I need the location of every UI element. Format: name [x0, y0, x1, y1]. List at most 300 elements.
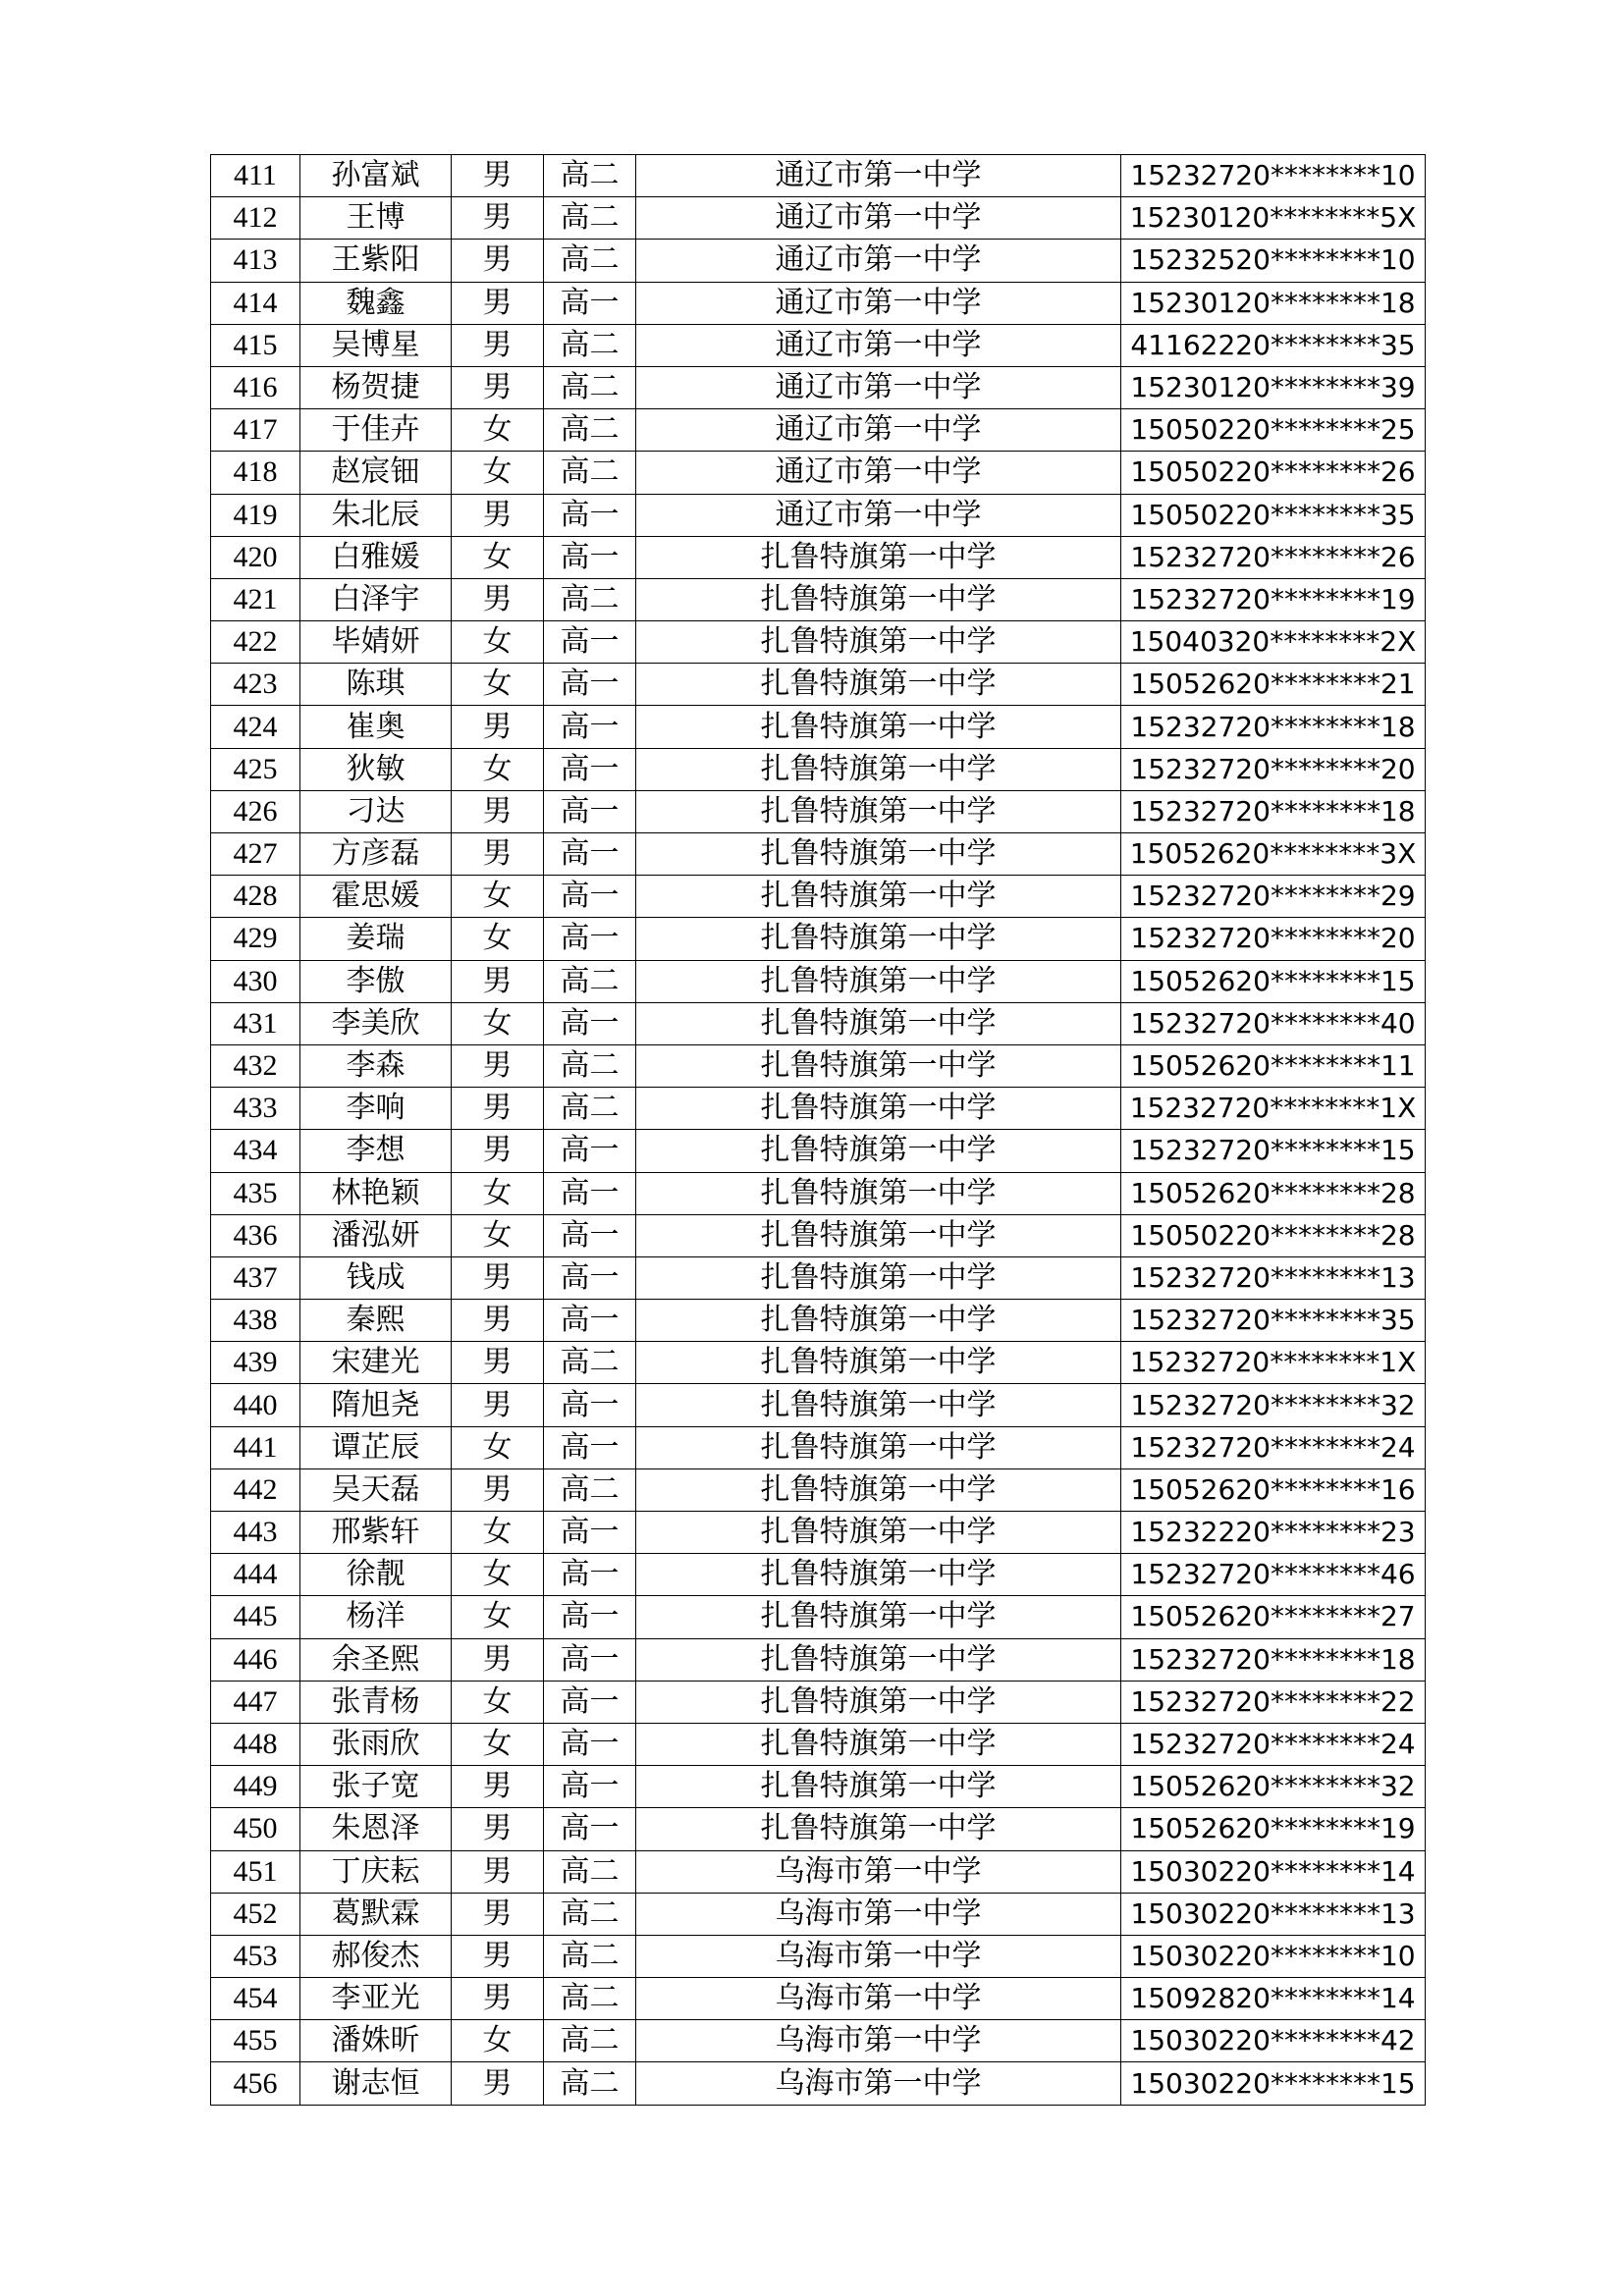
- gender: 男: [452, 1088, 544, 1130]
- gender: 男: [452, 282, 544, 324]
- row-number: 448: [211, 1723, 300, 1765]
- grade: 高一: [544, 1214, 636, 1256]
- table-row: [211, 1172, 1426, 1214]
- id-number: 15232720********18: [1121, 1638, 1426, 1681]
- gender: 女: [452, 1426, 544, 1468]
- table-row: [211, 409, 1426, 452]
- school-name: 乌海市第一中学: [636, 2062, 1121, 2105]
- grade: 高一: [544, 1766, 636, 1808]
- gender: 男: [452, 155, 544, 197]
- row-number: 440: [211, 1384, 300, 1426]
- id-number: 15030220********10: [1121, 1935, 1426, 1977]
- row-number: 419: [211, 494, 300, 536]
- school-name: 通辽市第一中学: [636, 366, 1121, 408]
- table-row: [211, 1554, 1426, 1596]
- school-name: 乌海市第一中学: [636, 2020, 1121, 2062]
- row-number: 432: [211, 1044, 300, 1087]
- grade: 高二: [544, 1044, 636, 1087]
- school-name: 扎鲁特旗第一中学: [636, 1638, 1121, 1681]
- row-number: 420: [211, 536, 300, 578]
- student-name: 秦熙: [300, 1300, 452, 1342]
- id-number: 15230120********18: [1121, 282, 1426, 324]
- id-number: 15232220********23: [1121, 1512, 1426, 1554]
- grade: 高二: [544, 155, 636, 197]
- table-row: [211, 1850, 1426, 1893]
- student-name: 赵宸钿: [300, 452, 452, 494]
- id-number: 15232720********26: [1121, 536, 1426, 578]
- table-row: [211, 748, 1426, 790]
- school-name: 扎鲁特旗第一中学: [636, 1596, 1121, 1638]
- table-row: [211, 578, 1426, 620]
- row-number: 444: [211, 1554, 300, 1596]
- grade: 高二: [544, 452, 636, 494]
- grade: 高一: [544, 1681, 636, 1723]
- id-number: 15232720********18: [1121, 706, 1426, 748]
- table-row: [211, 1384, 1426, 1426]
- gender: 女: [452, 409, 544, 452]
- student-name: 张雨欣: [300, 1723, 452, 1765]
- grade: 高一: [544, 1172, 636, 1214]
- row-number: 447: [211, 1681, 300, 1723]
- id-number: 15092820********14: [1121, 1978, 1426, 2020]
- school-name: 通辽市第一中学: [636, 240, 1121, 282]
- gender: 男: [452, 1342, 544, 1384]
- gender: 男: [452, 1256, 544, 1299]
- gender: 男: [452, 1935, 544, 1977]
- row-number: 434: [211, 1130, 300, 1172]
- gender: 男: [452, 1766, 544, 1808]
- gender: 男: [452, 706, 544, 748]
- row-number: 445: [211, 1596, 300, 1638]
- student-name: 朱恩泽: [300, 1808, 452, 1850]
- grade: 高一: [544, 1002, 636, 1044]
- id-number: 15052620********21: [1121, 664, 1426, 706]
- student-name: 丁庆耘: [300, 1850, 452, 1893]
- table-row: [211, 240, 1426, 282]
- grade: 高二: [544, 197, 636, 240]
- school-name: 扎鲁特旗第一中学: [636, 1766, 1121, 1808]
- id-number: 15232720********24: [1121, 1723, 1426, 1765]
- id-number: 15030220********14: [1121, 1850, 1426, 1893]
- gender: 女: [452, 1214, 544, 1256]
- school-name: 扎鲁特旗第一中学: [636, 1002, 1121, 1044]
- id-number: 15050220********28: [1121, 1214, 1426, 1256]
- gender: 男: [452, 494, 544, 536]
- school-name: 扎鲁特旗第一中学: [636, 748, 1121, 790]
- table-row: [211, 621, 1426, 664]
- student-name: 葛默霖: [300, 1893, 452, 1935]
- table-row: [211, 1300, 1426, 1342]
- gender: 女: [452, 1723, 544, 1765]
- table-row: [211, 706, 1426, 748]
- row-number: 415: [211, 324, 300, 366]
- student-name: 魏鑫: [300, 282, 452, 324]
- student-name: 徐靓: [300, 1554, 452, 1596]
- student-name: 谢志恒: [300, 2062, 452, 2105]
- student-name: 余圣熙: [300, 1638, 452, 1681]
- table-row: [211, 1935, 1426, 1977]
- school-name: 扎鲁特旗第一中学: [636, 1300, 1121, 1342]
- student-name: 王紫阳: [300, 240, 452, 282]
- table-row: [211, 833, 1426, 876]
- gender: 男: [452, 1638, 544, 1681]
- id-number: 15232720********19: [1121, 578, 1426, 620]
- row-number: 435: [211, 1172, 300, 1214]
- school-name: 扎鲁特旗第一中学: [636, 706, 1121, 748]
- gender: 女: [452, 1172, 544, 1214]
- gender: 男: [452, 366, 544, 408]
- table-row: [211, 1256, 1426, 1299]
- student-name: 李响: [300, 1088, 452, 1130]
- school-name: 扎鲁特旗第一中学: [636, 578, 1121, 620]
- school-name: 通辽市第一中学: [636, 494, 1121, 536]
- gender: 女: [452, 536, 544, 578]
- gender: 男: [452, 1044, 544, 1087]
- row-number: 426: [211, 790, 300, 832]
- student-name: 王博: [300, 197, 452, 240]
- id-number: 15232720********10: [1121, 155, 1426, 197]
- student-name: 隋旭尧: [300, 1384, 452, 1426]
- table-row: [211, 1723, 1426, 1765]
- id-number: 15050220********26: [1121, 452, 1426, 494]
- gender: 女: [452, 621, 544, 664]
- row-number: 439: [211, 1342, 300, 1384]
- table-row: [211, 282, 1426, 324]
- student-name: 李亚光: [300, 1978, 452, 2020]
- school-name: 通辽市第一中学: [636, 197, 1121, 240]
- row-number: 455: [211, 2020, 300, 2062]
- id-number: 15232720********13: [1121, 1256, 1426, 1299]
- student-name: 李美欣: [300, 1002, 452, 1044]
- school-name: 扎鲁特旗第一中学: [636, 1088, 1121, 1130]
- student-name: 钱成: [300, 1256, 452, 1299]
- id-number: 15230120********39: [1121, 366, 1426, 408]
- row-number: 413: [211, 240, 300, 282]
- id-number: 15232720********35: [1121, 1300, 1426, 1342]
- table-row: [211, 1130, 1426, 1172]
- gender: 女: [452, 748, 544, 790]
- grade: 高一: [544, 876, 636, 918]
- grade: 高二: [544, 1935, 636, 1977]
- grade: 高二: [544, 409, 636, 452]
- row-number: 428: [211, 876, 300, 918]
- table-row: [211, 2020, 1426, 2062]
- gender: 女: [452, 664, 544, 706]
- table-row: [211, 876, 1426, 918]
- row-number: 414: [211, 282, 300, 324]
- id-number: 15052620********3X: [1121, 833, 1426, 876]
- grade: 高一: [544, 1384, 636, 1426]
- row-number: 411: [211, 155, 300, 197]
- grade: 高一: [544, 1130, 636, 1172]
- table-row: [211, 1044, 1426, 1087]
- gender: 女: [452, 1554, 544, 1596]
- gender: 男: [452, 1893, 544, 1935]
- grade: 高一: [544, 706, 636, 748]
- school-name: 扎鲁特旗第一中学: [636, 621, 1121, 664]
- id-number: 15052620********16: [1121, 1468, 1426, 1511]
- row-number: 422: [211, 621, 300, 664]
- school-name: 通辽市第一中学: [636, 452, 1121, 494]
- id-number: 15232720********18: [1121, 790, 1426, 832]
- gender: 女: [452, 2020, 544, 2062]
- table-row: [211, 1468, 1426, 1511]
- gender: 女: [452, 452, 544, 494]
- row-number: 424: [211, 706, 300, 748]
- student-name: 白雅媛: [300, 536, 452, 578]
- school-name: 扎鲁特旗第一中学: [636, 1554, 1121, 1596]
- id-number: 15232720********46: [1121, 1554, 1426, 1596]
- school-name: 扎鲁特旗第一中学: [636, 1723, 1121, 1765]
- student-name: 霍思媛: [300, 876, 452, 918]
- school-name: 通辽市第一中学: [636, 155, 1121, 197]
- grade: 高一: [544, 833, 636, 876]
- id-number: 15052620********11: [1121, 1044, 1426, 1087]
- row-number: 442: [211, 1468, 300, 1511]
- grade: 高二: [544, 578, 636, 620]
- school-name: 扎鲁特旗第一中学: [636, 960, 1121, 1002]
- school-name: 通辽市第一中学: [636, 324, 1121, 366]
- gender: 女: [452, 1681, 544, 1723]
- gender: 女: [452, 876, 544, 918]
- grade: 高二: [544, 2062, 636, 2105]
- student-name: 白泽宇: [300, 578, 452, 620]
- table-row: [211, 1342, 1426, 1384]
- student-name: 朱北辰: [300, 494, 452, 536]
- student-name: 李傲: [300, 960, 452, 1002]
- row-number: 416: [211, 366, 300, 408]
- id-number: 15050220********25: [1121, 409, 1426, 452]
- id-number: 15232720********29: [1121, 876, 1426, 918]
- school-name: 扎鲁特旗第一中学: [636, 918, 1121, 960]
- student-name: 于佳卉: [300, 409, 452, 452]
- student-name: 崔奥: [300, 706, 452, 748]
- school-name: 扎鲁特旗第一中学: [636, 1808, 1121, 1850]
- row-number: 453: [211, 1935, 300, 1977]
- table-row: [211, 1638, 1426, 1681]
- id-number: 15232720********20: [1121, 748, 1426, 790]
- table-row: [211, 324, 1426, 366]
- school-name: 扎鲁特旗第一中学: [636, 1384, 1121, 1426]
- gender: 女: [452, 1512, 544, 1554]
- school-name: 扎鲁特旗第一中学: [636, 1130, 1121, 1172]
- school-name: 扎鲁特旗第一中学: [636, 790, 1121, 832]
- table-row: [211, 1978, 1426, 2020]
- grade: 高一: [544, 1808, 636, 1850]
- grade: 高二: [544, 1893, 636, 1935]
- grade: 高一: [544, 1638, 636, 1681]
- table-row: [211, 1681, 1426, 1723]
- id-number: 15052620********28: [1121, 1172, 1426, 1214]
- gender: 男: [452, 1850, 544, 1893]
- grade: 高一: [544, 282, 636, 324]
- grade: 高一: [544, 1256, 636, 1299]
- student-name: 姜瑞: [300, 918, 452, 960]
- table-row: [211, 1214, 1426, 1256]
- gender: 女: [452, 1596, 544, 1638]
- school-name: 扎鲁特旗第一中学: [636, 1342, 1121, 1384]
- row-number: 429: [211, 918, 300, 960]
- grade: 高一: [544, 1554, 636, 1596]
- row-number: 438: [211, 1300, 300, 1342]
- student-name: 宋建光: [300, 1342, 452, 1384]
- table-row: [211, 1766, 1426, 1808]
- row-number: 421: [211, 578, 300, 620]
- table-row: [211, 1002, 1426, 1044]
- table-row: [211, 452, 1426, 494]
- grade: 高二: [544, 1850, 636, 1893]
- table-row: [211, 494, 1426, 536]
- table-row: [211, 155, 1426, 197]
- gender: 女: [452, 918, 544, 960]
- row-number: 443: [211, 1512, 300, 1554]
- roster-table: [210, 154, 1426, 2106]
- table-row: [211, 1808, 1426, 1850]
- grade: 高一: [544, 1596, 636, 1638]
- grade: 高二: [544, 366, 636, 408]
- grade: 高一: [544, 621, 636, 664]
- row-number: 437: [211, 1256, 300, 1299]
- student-name: 邢紫轩: [300, 1512, 452, 1554]
- table-row: [211, 1512, 1426, 1554]
- id-number: 15232720********15: [1121, 1130, 1426, 1172]
- row-number: 452: [211, 1893, 300, 1935]
- gender: 女: [452, 1002, 544, 1044]
- id-number: 15232720********40: [1121, 1002, 1426, 1044]
- row-number: 433: [211, 1088, 300, 1130]
- student-name: 毕婧妍: [300, 621, 452, 664]
- id-number: 15052620********27: [1121, 1596, 1426, 1638]
- gender: 男: [452, 197, 544, 240]
- id-number: 15050220********35: [1121, 494, 1426, 536]
- student-name: 李想: [300, 1130, 452, 1172]
- grade: 高二: [544, 2020, 636, 2062]
- grade: 高一: [544, 1300, 636, 1342]
- student-name: 吴博星: [300, 324, 452, 366]
- student-name: 狄敏: [300, 748, 452, 790]
- row-number: 436: [211, 1214, 300, 1256]
- gender: 男: [452, 833, 544, 876]
- id-number: 15230120********5X: [1121, 197, 1426, 240]
- school-name: 扎鲁特旗第一中学: [636, 1512, 1121, 1554]
- gender: 男: [452, 1978, 544, 2020]
- gender: 男: [452, 1130, 544, 1172]
- grade: 高一: [544, 664, 636, 706]
- student-name: 杨洋: [300, 1596, 452, 1638]
- id-number: 15030220********15: [1121, 2062, 1426, 2105]
- row-number: 425: [211, 748, 300, 790]
- school-name: 扎鲁特旗第一中学: [636, 1256, 1121, 1299]
- table-row: [211, 536, 1426, 578]
- school-name: 扎鲁特旗第一中学: [636, 1214, 1121, 1256]
- student-name: 杨贺捷: [300, 366, 452, 408]
- row-number: 456: [211, 2062, 300, 2105]
- school-name: 乌海市第一中学: [636, 1893, 1121, 1935]
- grade: 高一: [544, 918, 636, 960]
- grade: 高二: [544, 240, 636, 282]
- grade: 高一: [544, 1723, 636, 1765]
- grade: 高二: [544, 1978, 636, 2020]
- school-name: 扎鲁特旗第一中学: [636, 664, 1121, 706]
- student-name: 张子宽: [300, 1766, 452, 1808]
- id-number: 15030220********42: [1121, 2020, 1426, 2062]
- gender: 男: [452, 1808, 544, 1850]
- student-name: 李森: [300, 1044, 452, 1087]
- table-row: [211, 918, 1426, 960]
- student-name: 林艳颖: [300, 1172, 452, 1214]
- school-name: 乌海市第一中学: [636, 1850, 1121, 1893]
- row-number: 446: [211, 1638, 300, 1681]
- school-name: 扎鲁特旗第一中学: [636, 1426, 1121, 1468]
- student-name: 谭芷辰: [300, 1426, 452, 1468]
- grade: 高二: [544, 324, 636, 366]
- table-row: [211, 2062, 1426, 2105]
- school-name: 扎鲁特旗第一中学: [636, 876, 1121, 918]
- grade: 高二: [544, 1342, 636, 1384]
- gender: 男: [452, 324, 544, 366]
- id-number: 15232720********22: [1121, 1681, 1426, 1723]
- gender: 男: [452, 1468, 544, 1511]
- gender: 男: [452, 578, 544, 620]
- row-number: 423: [211, 664, 300, 706]
- grade: 高一: [544, 494, 636, 536]
- table-row: [211, 1596, 1426, 1638]
- school-name: 扎鲁特旗第一中学: [636, 1044, 1121, 1087]
- student-name: 郝俊杰: [300, 1935, 452, 1977]
- id-number: 15040320********2X: [1121, 621, 1426, 664]
- school-name: 扎鲁特旗第一中学: [636, 1681, 1121, 1723]
- id-number: 15232720********32: [1121, 1384, 1426, 1426]
- table-row: [211, 960, 1426, 1002]
- table-row: [211, 1426, 1426, 1468]
- id-number: 15052620********19: [1121, 1808, 1426, 1850]
- table-row: [211, 790, 1426, 832]
- school-name: 乌海市第一中学: [636, 1978, 1121, 2020]
- row-number: 454: [211, 1978, 300, 2020]
- row-number: 418: [211, 452, 300, 494]
- gender: 男: [452, 790, 544, 832]
- student-name: 潘姝昕: [300, 2020, 452, 2062]
- student-name: 吴天磊: [300, 1468, 452, 1511]
- school-name: 通辽市第一中学: [636, 409, 1121, 452]
- grade: 高一: [544, 1426, 636, 1468]
- grade: 高二: [544, 1468, 636, 1511]
- id-number: 15232720********20: [1121, 918, 1426, 960]
- student-name: 孙富斌: [300, 155, 452, 197]
- id-number: 15232520********10: [1121, 240, 1426, 282]
- id-number: 15052620********32: [1121, 1766, 1426, 1808]
- roster-body: [211, 155, 1426, 2106]
- row-number: 427: [211, 833, 300, 876]
- row-number: 412: [211, 197, 300, 240]
- row-number: 431: [211, 1002, 300, 1044]
- student-name: 方彦磊: [300, 833, 452, 876]
- grade: 高一: [544, 1512, 636, 1554]
- id-number: 15052620********15: [1121, 960, 1426, 1002]
- school-name: 扎鲁特旗第一中学: [636, 1172, 1121, 1214]
- student-name: 陈琪: [300, 664, 452, 706]
- school-name: 乌海市第一中学: [636, 1935, 1121, 1977]
- table-row: [211, 197, 1426, 240]
- table-row: [211, 664, 1426, 706]
- grade: 高一: [544, 748, 636, 790]
- id-number: 15232720********24: [1121, 1426, 1426, 1468]
- student-name: 刁达: [300, 790, 452, 832]
- row-number: 417: [211, 409, 300, 452]
- id-number: 15030220********13: [1121, 1893, 1426, 1935]
- row-number: 451: [211, 1850, 300, 1893]
- gender: 男: [452, 1300, 544, 1342]
